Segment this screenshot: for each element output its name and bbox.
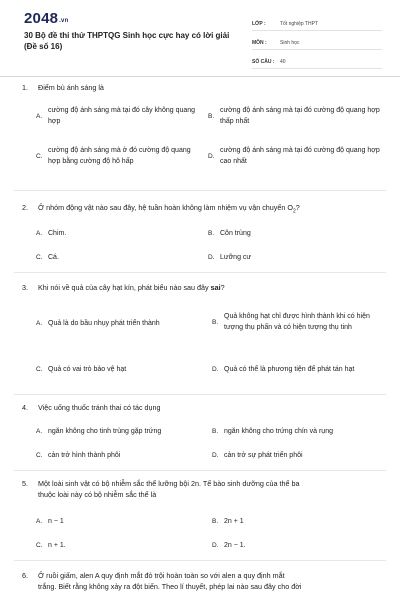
option-letter: D. xyxy=(208,152,215,160)
question-number: 4. xyxy=(22,403,28,412)
option-letter: C. xyxy=(36,254,43,261)
question-text: Khi nói về quả của cây hạt kín, phát biểu nào sau đây xyxy=(38,283,211,292)
option-letter: C. xyxy=(36,152,43,160)
option-text: cường độ ánh sáng mà tại đó cường độ quang hợp cao nhất xyxy=(220,147,380,165)
option-letter: D. xyxy=(208,254,215,261)
option-text: cản trở sự phát triển phôi xyxy=(224,452,303,459)
question-divider xyxy=(14,560,386,561)
logo-main-text: 2048 xyxy=(24,10,59,27)
option-text: cường độ ánh sáng mà ở đó cường độ quang hợp bằng cường độ hô hấp xyxy=(48,147,191,165)
question-text-cont: thuộc loài này có bộ nhiễm sắc thể là xyxy=(38,490,157,499)
question-text-end: ? xyxy=(220,283,225,292)
question-number: 2. xyxy=(22,203,28,212)
option-a[interactable] xyxy=(36,104,196,128)
meta-label: LỚP : xyxy=(252,21,266,27)
option-text: Côn trùng xyxy=(220,230,251,237)
option-a[interactable] xyxy=(36,426,206,437)
option-d[interactable] xyxy=(208,144,380,168)
option-c[interactable] xyxy=(36,252,196,263)
question-divider xyxy=(14,394,386,395)
meta-row-subject xyxy=(252,33,382,50)
meta-label: SỐ CÂU : xyxy=(252,59,275,65)
option-text: Quả có vai trò bảo vệ hạt xyxy=(48,366,127,373)
meta-value: Tốt nghiệp THPT xyxy=(280,21,318,27)
question-divider xyxy=(14,272,386,273)
option-letter: A. xyxy=(36,230,43,237)
option-letter: B. xyxy=(212,318,219,326)
option-letter: C. xyxy=(36,452,43,459)
option-a[interactable] xyxy=(36,516,206,527)
question-stem xyxy=(22,478,378,500)
option-letter: D. xyxy=(212,365,219,373)
logo-domain-text: .vn xyxy=(59,18,69,24)
question-text: Ở ruồi giấm, alen A quy định mắt đỏ trội hoàn toàn so với alen a quy định mắt xyxy=(38,571,285,580)
question-text: Việc uống thuốc tránh thai có tác dụng xyxy=(38,403,161,412)
option-letter: B. xyxy=(212,518,219,525)
option-letter: A. xyxy=(36,518,43,525)
option-text: ngăn không cho trứng chín và rụng xyxy=(224,428,333,435)
option-b[interactable] xyxy=(212,426,380,437)
question-text-cont: trắng. Biết rằng không xảy ra đột biến. Theo lí thuyết, phép lai nào sau đây cho đời xyxy=(38,582,302,591)
question-stem xyxy=(22,82,378,93)
meta-label: MÔN : xyxy=(252,40,267,46)
option-text: Quả là do bầu nhụy phát triển thành xyxy=(48,320,160,327)
option-d[interactable] xyxy=(212,357,380,381)
option-text: 2n − 1. xyxy=(224,542,246,549)
exam-meta xyxy=(252,14,382,71)
option-letter: A. xyxy=(36,112,43,120)
option-letter: B. xyxy=(208,230,215,237)
question-stem xyxy=(22,570,378,592)
site-logo[interactable] xyxy=(24,10,68,27)
question-number: 5. xyxy=(22,479,28,488)
meta-row-count xyxy=(252,52,382,69)
option-text: cường độ ánh sáng mà tại đó cây không quang hợp xyxy=(48,107,196,125)
option-d[interactable] xyxy=(212,540,380,551)
question-stem xyxy=(22,282,378,293)
option-a[interactable] xyxy=(36,318,206,329)
option-text: cường độ ánh sáng mà tại đó cường độ quang hợp thấp nhất xyxy=(220,107,380,125)
option-text: Quả có thể là phương tiện để phát tán hạt xyxy=(224,365,355,373)
question-text: Ở nhóm động vật nào sau đây, hệ tuần hoàn không làm nhiệm vụ vận chuyển O xyxy=(38,203,293,212)
question-divider xyxy=(14,190,386,191)
question-divider xyxy=(14,470,386,471)
option-letter: D. xyxy=(212,452,219,459)
question-stem xyxy=(22,402,378,413)
option-text: Chim. xyxy=(48,230,67,237)
option-text: Lưỡng cư xyxy=(220,254,252,261)
option-b[interactable] xyxy=(212,516,380,527)
option-letter: A. xyxy=(36,428,43,435)
page-header xyxy=(0,0,400,76)
option-a[interactable] xyxy=(36,228,196,239)
meta-value: 40 xyxy=(280,59,286,65)
option-c[interactable] xyxy=(36,364,206,375)
option-text: n + 1. xyxy=(48,542,66,549)
option-c[interactable] xyxy=(36,138,196,174)
option-b[interactable] xyxy=(212,304,380,340)
question-text-end: ? xyxy=(295,203,300,212)
option-c[interactable] xyxy=(36,540,206,551)
question-emphasis: sai xyxy=(210,283,221,292)
option-text: 2n + 1 xyxy=(224,518,244,525)
option-letter: B. xyxy=(208,112,215,120)
option-b[interactable] xyxy=(208,104,380,128)
document-title: 30 Bộ đề thi thử THPTQG Sinh học cực hay có lời giải (Đề số 16) xyxy=(24,31,230,51)
question-number: 3. xyxy=(22,283,28,292)
option-text: cản trở hình thành phôi xyxy=(48,452,121,459)
question-number: 6. xyxy=(22,571,28,580)
question-number: 1. xyxy=(22,83,28,92)
header-divider xyxy=(0,76,400,77)
meta-value: Sinh học xyxy=(280,40,300,46)
option-text: ngăn không cho tinh trùng gặp trứng xyxy=(48,428,162,435)
option-letter: C. xyxy=(36,366,43,373)
option-text: Cá. xyxy=(48,254,59,261)
subscript: 2 xyxy=(292,208,296,215)
option-letter: A. xyxy=(36,320,43,327)
meta-row-class xyxy=(252,14,382,31)
option-letter: C. xyxy=(36,542,43,549)
option-letter: B. xyxy=(212,428,219,435)
option-text: Quả không hạt chỉ được hình thành khi có hiện tượng thụ phấn và có hiện tượng thụ tinh xyxy=(224,313,370,331)
question-text: Một loài sinh vật có bộ nhiễm sắc thể lưỡng bội 2n. Tế bào sinh dưỡng của thể ba xyxy=(38,479,300,488)
option-d[interactable] xyxy=(212,450,380,461)
question-text: Điểm bù ánh sáng là xyxy=(38,83,104,92)
question-stem xyxy=(22,202,378,217)
option-text: n − 1 xyxy=(48,518,64,525)
option-b[interactable] xyxy=(208,228,380,239)
option-letter: D. xyxy=(212,542,219,549)
option-d[interactable] xyxy=(208,252,380,263)
option-c[interactable] xyxy=(36,450,206,461)
